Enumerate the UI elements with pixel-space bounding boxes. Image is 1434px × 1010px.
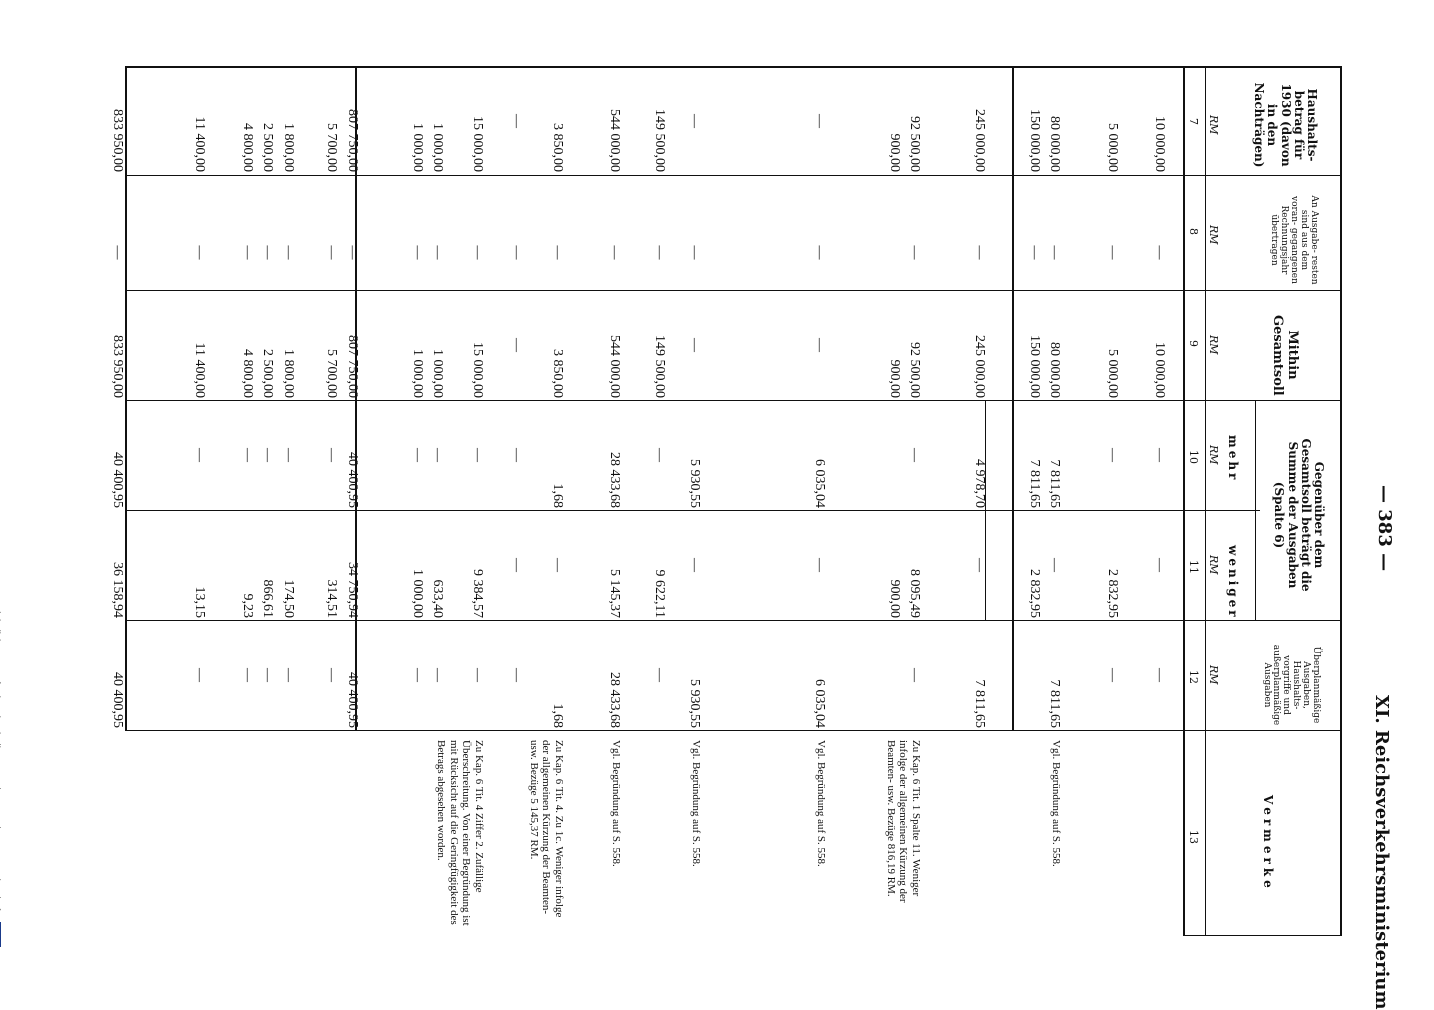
cell-c8-row-15: — <box>410 245 425 260</box>
col-sep-9-10 <box>125 400 1340 401</box>
cell-c8-row-11: — <box>550 245 565 260</box>
cell-c11-row-10: 5 145,37 <box>607 569 622 618</box>
remark-row-8: Vgl. Begründung auf S. 558. <box>690 740 702 867</box>
cell-c8-row-12: — <box>509 245 524 260</box>
cell-c9-row-2: 80 000,00 <box>1047 342 1062 398</box>
header-col12: Überplanmäßige Ausgaben, Haushalts- vorgriffe und außerplanmäßige Ausgaben <box>1261 644 1321 726</box>
cell-c9-row-4: 245 000,00 <box>972 335 987 398</box>
cell-c7-row-17: 5 700,00 <box>324 123 339 172</box>
cell-c7-row-22: 833 950,00 <box>110 109 125 172</box>
col-number-12: 12 <box>1187 670 1200 684</box>
cell-c7-row-13: 15 000,00 <box>470 116 485 172</box>
col-number-8: 8 <box>1187 228 1200 235</box>
cell-c11-row-15: 1 000,00 <box>410 569 425 618</box>
col-sep-7-8 <box>125 175 1340 176</box>
remark-row-7: Vgl. Begründung auf S. 558. <box>815 740 827 867</box>
cell-c9-row-5: 92 500,00 <box>907 342 922 398</box>
group-header-rule <box>1255 400 1256 620</box>
cell-c12-row-11: 1,68 <box>550 703 565 728</box>
cell-c9-row-16: 807 750,00 <box>345 335 360 398</box>
col-number-13: 13 <box>1187 830 1200 844</box>
col-number-10: 10 <box>1187 450 1200 464</box>
header-col13: Vermerke <box>1261 795 1275 892</box>
cell-c8-row-3: — <box>1027 245 1042 260</box>
cell-c9-row-11: 3 850,00 <box>550 349 565 398</box>
section-title: XI. Reichsverkehrsministerium <box>1371 695 1392 1010</box>
cell-c11-row-14: 633,40 <box>430 579 445 618</box>
cell-c11-row-2: — <box>1047 558 1062 572</box>
cell-c12-row-10: 28 433,68 <box>607 672 622 728</box>
cell-c10-row-2: 7 811,65 <box>1047 459 1062 508</box>
subtotal-rule-1 <box>1012 66 1014 731</box>
cell-c11-row-0: — <box>1152 558 1167 572</box>
header-col7: Haushalts- betrag für 1930 (davon in den Nachträgen) <box>1252 82 1319 168</box>
cell-c11-row-13: 9 384,57 <box>470 569 485 618</box>
cell-c10-row-21: — <box>192 448 207 462</box>
table-left-rule <box>125 66 127 731</box>
remark-row-5: Zu Kap. 6 Tit. 1 Spalte 11. Weniger infolge der allgemeinen Kürzung der Beamten- usw. Bezüge 816,19 RM. <box>884 740 922 903</box>
table-right-rule <box>1340 66 1342 936</box>
cell-c11-row-5: 8 095,49 <box>907 569 922 618</box>
cell-c12-row-12: — <box>509 668 524 682</box>
cell-c12-row-22: 40 400,95 <box>110 672 125 728</box>
cell-c11-row-20: 9,23 <box>240 593 255 618</box>
cell-c12-row-1: — <box>1105 668 1120 682</box>
cell-c9-row-14: 1 000,00 <box>430 349 445 398</box>
cell-c8-row-21: — <box>192 245 207 260</box>
table-top-rule <box>125 66 1340 68</box>
cell-c9-row-3: 150 000,00 <box>1027 335 1042 398</box>
cell-c8-row-8: — <box>687 245 702 260</box>
cell-c7-row-16: 807 750,00 <box>345 109 360 172</box>
cell-c8-row-14: — <box>430 245 445 260</box>
unit-col11: RM <box>1207 555 1220 575</box>
cell-c12-row-5: — <box>907 668 922 682</box>
cell-c10-row-15: — <box>410 448 425 462</box>
cell-c7-row-3: 150 000,00 <box>1027 109 1042 172</box>
cell-c9-row-22: 833 950,00 <box>110 335 125 398</box>
table-bottom-rule <box>1185 935 1340 936</box>
cell-c9-row-7: — <box>812 338 827 352</box>
col-number-11: 11 <box>1187 560 1200 574</box>
cell-c8-row-13: — <box>470 245 485 260</box>
cell-c10-row-12: — <box>509 448 524 462</box>
cell-c10-row-7: 6 035,04 <box>812 459 827 508</box>
unit-col9: RM <box>1207 335 1220 355</box>
cell-c9-row-17: 5 700,00 <box>324 349 339 398</box>
cell-c9-row-1: 5 000,00 <box>1105 349 1120 398</box>
cell-c8-row-16: — <box>345 245 360 260</box>
remark-row-13: Zu Kap. 6 Tit. 4 Ziffer 2. Zufällige Überschreitung. Von einer Begründung ist mit Rücksicht auf die Geringfügigkeit des Betrags abgesehen worden. <box>435 740 485 926</box>
cell-c10-row-19: — <box>260 448 275 462</box>
cell-c8-row-9: — <box>652 245 667 260</box>
cell-c10-row-1: — <box>1105 448 1120 462</box>
cell-c7-row-9: 149 500,00 <box>652 109 667 172</box>
cell-c9-row-13: 15 000,00 <box>470 342 485 398</box>
cell-c12-row-0: — <box>1152 668 1167 682</box>
cell-c8-row-7: — <box>812 245 827 260</box>
cell-c10-row-14: — <box>430 448 445 462</box>
cell-c12-row-2: 7 811,65 <box>1047 679 1062 728</box>
unit-col12: RM <box>1207 665 1220 685</box>
cell-c11-row-7: — <box>812 558 827 572</box>
cell-c9-row-0: 10 000,00 <box>1152 342 1167 398</box>
cell-c11-row-21: 13,15 <box>192 586 207 618</box>
col-sep-12-13 <box>125 730 1340 731</box>
cell-c10-row-3: 7 811,65 <box>1027 459 1042 508</box>
cell-c9-row-15: 1 000,00 <box>410 349 425 398</box>
cell-c10-row-22: 40 400,95 <box>110 452 125 508</box>
cell-c10-row-16: 40 400,95 <box>345 452 360 508</box>
cell-c7-row-14: 1 000,00 <box>430 123 445 172</box>
cell-c7-row-0: 10 000,00 <box>1152 116 1167 172</box>
cell-c12-row-13: — <box>470 668 485 682</box>
cell-c11-row-11: — <box>550 558 565 572</box>
cell-c12-row-19: — <box>260 668 275 682</box>
cell-c12-row-18: — <box>281 668 296 682</box>
cell-c10-row-0: — <box>1152 448 1167 462</box>
cell-c12-row-21: — <box>192 668 207 682</box>
cell-c11-row-6: 900,00 <box>887 579 902 618</box>
col-sep-8-9 <box>125 290 1340 291</box>
header-col9: Mithin Gesamtsoll <box>1270 315 1300 396</box>
cell-c11-row-12: — <box>509 558 524 572</box>
cell-c10-row-4: 4 978,70 <box>972 459 987 508</box>
cell-c10-row-5: — <box>907 448 922 462</box>
cell-c12-row-17: — <box>324 668 339 682</box>
cell-c10-row-17: — <box>324 448 339 462</box>
cell-c9-row-19: 2 500,00 <box>260 349 275 398</box>
cell-c10-row-11: 1,68 <box>550 483 565 508</box>
cell-c8-row-0: — <box>1152 245 1167 260</box>
cell-c12-row-20: — <box>240 668 255 682</box>
cell-c9-row-10: 544 000,00 <box>607 335 622 398</box>
cell-c10-row-18: — <box>281 448 296 462</box>
cell-c7-row-10: 544 000,00 <box>607 109 622 172</box>
cell-c10-row-9: — <box>652 448 667 462</box>
cell-c11-row-9: 9 622,11 <box>652 569 667 618</box>
cell-c9-row-18: 1 800,00 <box>281 349 296 398</box>
header-col8: An Ausgabe- resten sind aus dem voran- gegangenen Rechnungsjahr übertragen <box>1269 195 1319 285</box>
header-col10: mehr <box>1226 435 1240 483</box>
cell-c11-row-16: 34 750,94 <box>345 562 360 618</box>
cell-c10-row-10: 28 433,68 <box>607 452 622 508</box>
cell-c10-row-20: — <box>240 448 255 462</box>
cell-c9-row-6: 900,00 <box>887 359 902 398</box>
cell-c7-row-21: 11 400,00 <box>192 116 207 172</box>
remark-row-10: Vgl. Begründung auf S. 558. <box>610 740 622 867</box>
cell-c8-row-10: — <box>607 245 622 260</box>
cell-c7-row-4: 245 000,00 <box>972 109 987 172</box>
cell-c11-row-8: — <box>687 558 702 572</box>
cell-c12-row-15: — <box>410 668 425 682</box>
cell-c11-row-18: 174,50 <box>281 579 296 618</box>
cell-c12-row-16: 40 400,95 <box>345 672 360 728</box>
cell-c7-row-5: 92 500,00 <box>907 116 922 172</box>
cell-c8-row-4: — <box>972 245 987 260</box>
cell-c9-row-9: 149 500,00 <box>652 335 667 398</box>
header-col11: weniger <box>1226 545 1240 620</box>
cell-c12-row-9: — <box>652 668 667 682</box>
cell-c9-row-21: 11 400,00 <box>192 342 207 398</box>
cell-c12-row-7: 6 035,04 <box>812 679 827 728</box>
cell-c10-row-13: — <box>470 448 485 462</box>
cell-c7-row-8: — <box>687 114 702 128</box>
cell-c7-row-20: 4 800,00 <box>240 123 255 172</box>
cell-c11-row-22: 36 158,94 <box>110 562 125 618</box>
cell-c12-row-14: — <box>430 668 445 682</box>
cell-c7-row-7: — <box>812 114 827 128</box>
col-sep-11-12 <box>125 620 1340 621</box>
cell-c11-row-19: 866,61 <box>260 579 275 618</box>
cell-c8-row-18: — <box>281 245 296 260</box>
cell-c8-row-1: — <box>1105 245 1120 260</box>
cell-c8-row-5: — <box>907 245 922 260</box>
cell-c11-row-17: 314,51 <box>324 579 339 618</box>
col-number-7: 7 <box>1187 118 1200 125</box>
cell-c7-row-11: 3 850,00 <box>550 123 565 172</box>
cell-c8-row-20: — <box>240 245 255 260</box>
remark-row-2: Vgl. Begründung auf S. 558. <box>1050 740 1062 867</box>
digitization-footer <box>0 604 1 947</box>
cell-c8-row-22: — <box>110 245 125 260</box>
cell-c7-row-12: — <box>509 114 524 128</box>
cell-c8-row-19: — <box>260 245 275 260</box>
cell-c7-row-6: 900,00 <box>887 133 902 172</box>
unit-col10: RM <box>1207 445 1220 465</box>
cell-c11-row-4: — <box>972 558 987 572</box>
cell-c11-row-3: 2 832,95 <box>1027 569 1042 618</box>
cell-c7-row-1: 5 000,00 <box>1105 123 1120 172</box>
cell-c10-row-8: 5 930,55 <box>687 459 702 508</box>
cell-c8-row-17: — <box>324 245 339 260</box>
cell-c9-row-20: 4 800,00 <box>240 349 255 398</box>
page-number: — 383 — <box>1374 485 1395 572</box>
cell-c7-row-18: 1 800,00 <box>281 123 296 172</box>
cell-c7-row-15: 1 000,00 <box>410 123 425 172</box>
remark-row-11: Zu Kap. 6 Tit. 4. Zu 1c. Weniger infolge der allgemeinen Kürzung der Beamten- usw. Bezüge 5 145,37 RM. <box>527 740 565 918</box>
unit-row-rule <box>1205 66 1206 936</box>
cell-c11-row-1: 2 832,95 <box>1105 569 1120 618</box>
header-col10-11-group: Gegenüber dem Gesamtsoll beträgt die Summe der Ausgaben (Spalte 6) <box>1272 438 1326 592</box>
cell-c8-row-2: — <box>1047 245 1062 260</box>
cell-c7-row-19: 2 500,00 <box>260 123 275 172</box>
unit-col7: RM <box>1207 115 1220 135</box>
col-number-9: 9 <box>1187 340 1200 347</box>
cell-c9-row-12: — <box>509 338 524 352</box>
unit-col8: RM <box>1207 225 1220 245</box>
cell-c9-row-8: — <box>687 338 702 352</box>
cell-c12-row-4: 7 811,65 <box>972 679 987 728</box>
col-sep-10-11 <box>125 510 1260 511</box>
dfg-logo <box>0 922 1 947</box>
header-bottom-rule <box>1183 66 1185 936</box>
cell-c7-row-2: 80 000,00 <box>1047 116 1062 172</box>
cell-c12-row-8: 5 930,55 <box>687 679 702 728</box>
